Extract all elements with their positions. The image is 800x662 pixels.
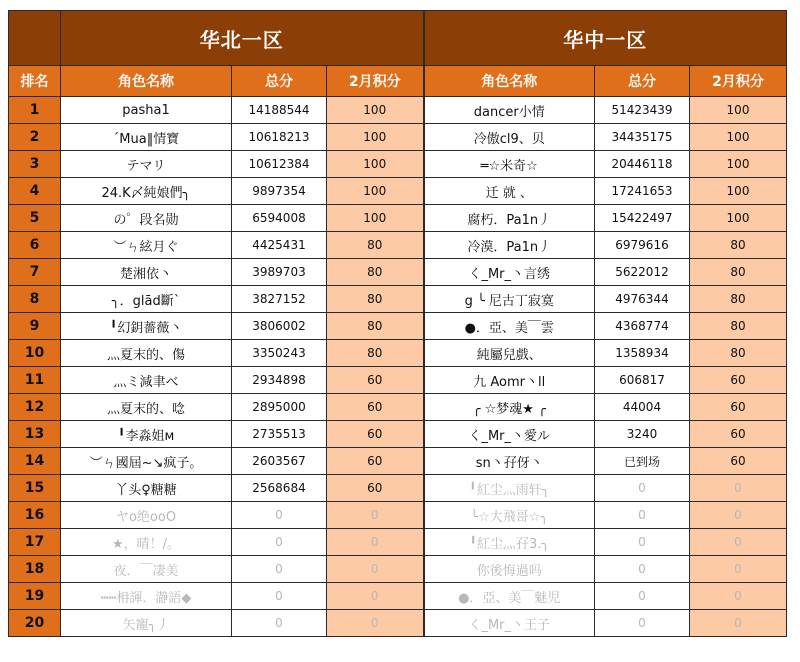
header-total-central: 总分 <box>595 66 690 97</box>
north-name-cell: ╹李淼姐м <box>61 421 232 448</box>
north-name-cell: 楚湘依丶 <box>61 259 232 286</box>
table-row <box>9 259 787 286</box>
central-name-cell: 九 Aomr丶ll <box>424 367 595 394</box>
central-feb-cell: 80 <box>690 286 787 313</box>
central-total-cell: 已到场 <box>595 448 690 475</box>
table-row <box>9 97 787 124</box>
north-feb-cell: 100 <box>327 124 424 151</box>
rank-cell: 1 <box>9 97 61 124</box>
header-total-north: 总分 <box>232 66 327 97</box>
table-row <box>9 502 787 529</box>
north-total-cell: 0 <box>232 583 327 610</box>
rank-cell: 15 <box>9 475 61 502</box>
north-feb-cell: 80 <box>327 232 424 259</box>
rank-cell: 17 <box>9 529 61 556</box>
central-total-cell: 17241653 <box>595 178 690 205</box>
rank-cell: 20 <box>9 610 61 637</box>
north-name-cell: ︶ㄣ國屆~↘疯子。 <box>61 448 232 475</box>
north-feb-cell: 100 <box>327 178 424 205</box>
north-feb-cell: 100 <box>327 205 424 232</box>
header-rank: 排名 <box>9 66 61 97</box>
north-feb-cell: 60 <box>327 367 424 394</box>
central-feb-cell: 100 <box>690 151 787 178</box>
north-name-cell: ★，晴！/。 <box>61 529 232 556</box>
north-name-cell: 夜．￣凄美 <box>61 556 232 583</box>
table-row <box>9 556 787 583</box>
rank-cell: 10 <box>9 340 61 367</box>
table-row <box>9 367 787 394</box>
table-row <box>9 151 787 178</box>
north-feb-cell: 0 <box>327 529 424 556</box>
central-feb-cell: 0 <box>690 475 787 502</box>
central-feb-cell: 0 <box>690 556 787 583</box>
north-name-cell: ┅┅枏諢．瀞語◆ <box>61 583 232 610</box>
central-feb-cell: 60 <box>690 367 787 394</box>
north-name-cell: 丫头♀糖糖 <box>61 475 232 502</box>
table-row <box>9 421 787 448</box>
central-total-cell: 51423439 <box>595 97 690 124</box>
north-feb-cell: 80 <box>327 313 424 340</box>
central-feb-cell: 60 <box>690 421 787 448</box>
rank-cell: 4 <box>9 178 61 205</box>
central-name-cell: 腐朽．Pa1n丿 <box>424 205 595 232</box>
central-total-cell: 1358934 <box>595 340 690 367</box>
north-total-cell: 2735513 <box>232 421 327 448</box>
central-feb-cell: 100 <box>690 124 787 151</box>
central-name-cell: ╹紅尘灬孖3.╮ <box>424 529 595 556</box>
central-name-cell: ╰☆大飛哥☆╮ <box>424 502 595 529</box>
corner-cell <box>9 11 61 66</box>
table-row <box>9 124 787 151</box>
column-header-row <box>9 66 787 97</box>
central-feb-cell: 100 <box>690 97 787 124</box>
north-name-cell: 矢寵╮丿 <box>61 610 232 637</box>
central-feb-cell: 0 <box>690 610 787 637</box>
central-name-cell: く_Mr_丶言绣 <box>424 259 595 286</box>
central-total-cell: 4976344 <box>595 286 690 313</box>
central-name-cell: く_Mr_丶王子 <box>424 610 595 637</box>
header-name-north: 角色名称 <box>61 66 232 97</box>
central-total-cell: 0 <box>595 475 690 502</box>
rank-cell: 2 <box>9 124 61 151</box>
north-total-cell: 4425431 <box>232 232 327 259</box>
north-name-cell: テマリ <box>61 151 232 178</box>
central-total-cell: 0 <box>595 502 690 529</box>
central-total-cell: 3240 <box>595 421 690 448</box>
north-name-cell: 灬夏末的、唸 <box>61 394 232 421</box>
central-feb-cell: 60 <box>690 448 787 475</box>
central-feb-cell: 80 <box>690 313 787 340</box>
north-total-cell: 9897354 <box>232 178 327 205</box>
table-row <box>9 529 787 556</box>
central-total-cell: 44004 <box>595 394 690 421</box>
table-row <box>9 232 787 259</box>
central-total-cell: 4368774 <box>595 313 690 340</box>
north-feb-cell: 80 <box>327 340 424 367</box>
north-total-cell: 2603567 <box>232 448 327 475</box>
north-name-cell: pasha1 <box>61 97 232 124</box>
central-feb-cell: 80 <box>690 259 787 286</box>
table-row <box>9 178 787 205</box>
north-total-cell: 0 <box>232 610 327 637</box>
north-feb-cell: 0 <box>327 502 424 529</box>
central-name-cell: ●．亞、美￣雲 <box>424 313 595 340</box>
central-name-cell: dancer小情 <box>424 97 595 124</box>
table-row <box>9 394 787 421</box>
header-feb-north: 2月积分 <box>327 66 424 97</box>
central-feb-cell: 80 <box>690 340 787 367</box>
header-name-central: 角色名称 <box>424 66 595 97</box>
north-name-cell: ︶ㄣ絃月ぐ <box>61 232 232 259</box>
rank-cell: 12 <box>9 394 61 421</box>
north-total-cell: 0 <box>232 502 327 529</box>
central-feb-cell: 0 <box>690 583 787 610</box>
table-row <box>9 286 787 313</box>
central-total-cell: 5622012 <box>595 259 690 286</box>
table-row <box>9 610 787 637</box>
north-total-cell: 2934898 <box>232 367 327 394</box>
header-feb-central: 2月积分 <box>690 66 787 97</box>
central-name-cell: 迁 就 、 <box>424 178 595 205</box>
north-total-cell: 3827152 <box>232 286 327 313</box>
central-name-cell: ═☆米奇☆ <box>424 151 595 178</box>
north-total-cell: 2895000 <box>232 394 327 421</box>
central-feb-cell: 80 <box>690 232 787 259</box>
north-name-cell: ╹幻鈅薔薇丶 <box>61 313 232 340</box>
central-total-cell: 0 <box>595 529 690 556</box>
central-name-cell: 冷漠．Pa1n丿 <box>424 232 595 259</box>
region-title-north: 华北一区 <box>61 11 424 66</box>
north-feb-cell: 0 <box>327 583 424 610</box>
north-feb-cell: 100 <box>327 151 424 178</box>
north-feb-cell: 80 <box>327 286 424 313</box>
north-total-cell: 2568684 <box>232 475 327 502</box>
table-row <box>9 205 787 232</box>
rank-cell: 7 <box>9 259 61 286</box>
table-row <box>9 313 787 340</box>
central-feb-cell: 60 <box>690 394 787 421</box>
north-total-cell: 10618213 <box>232 124 327 151</box>
central-total-cell: 606817 <box>595 367 690 394</box>
central-name-cell: 冷傲cl9、贝 <box>424 124 595 151</box>
central-feb-cell: 100 <box>690 178 787 205</box>
central-name-cell: g ╰ 尼古丁寂寞 <box>424 286 595 313</box>
north-feb-cell: 60 <box>327 394 424 421</box>
rank-cell: 19 <box>9 583 61 610</box>
north-total-cell: 10612384 <box>232 151 327 178</box>
central-total-cell: 0 <box>595 583 690 610</box>
rank-cell: 3 <box>9 151 61 178</box>
north-name-cell: 灬夏末的、傷 <box>61 340 232 367</box>
table-row <box>9 340 787 367</box>
rank-cell: 5 <box>9 205 61 232</box>
rank-cell: 9 <box>9 313 61 340</box>
rank-cell: 13 <box>9 421 61 448</box>
central-total-cell: 6979616 <box>595 232 690 259</box>
table-body <box>9 97 787 637</box>
region-title-central: 华中一区 <box>424 11 787 66</box>
north-feb-cell: 0 <box>327 610 424 637</box>
region-header-row <box>9 11 787 66</box>
north-name-cell: ヤo绝ooO <box>61 502 232 529</box>
table-row <box>9 583 787 610</box>
north-total-cell: 0 <box>232 529 327 556</box>
central-name-cell: sn丶孖伢丶 <box>424 448 595 475</box>
north-feb-cell: 60 <box>327 421 424 448</box>
north-total-cell: 14188544 <box>232 97 327 124</box>
north-feb-cell: 80 <box>327 259 424 286</box>
north-name-cell: 灬ミ減聿べ <box>61 367 232 394</box>
central-name-cell: ╭ ☆梦魂★ ╭ <box>424 394 595 421</box>
central-name-cell: ╹紅尘灬雨轩╮ <box>424 475 595 502</box>
rank-cell: 18 <box>9 556 61 583</box>
central-feb-cell: 100 <box>690 205 787 232</box>
north-total-cell: 6594008 <box>232 205 327 232</box>
ranking-table <box>8 10 787 637</box>
central-total-cell: 15422497 <box>595 205 690 232</box>
central-total-cell: 20446118 <box>595 151 690 178</box>
north-name-cell: の゜段名勋 <box>61 205 232 232</box>
table-row <box>9 475 787 502</box>
north-name-cell: ˊMua‖情寶 <box>61 124 232 151</box>
north-feb-cell: 100 <box>327 97 424 124</box>
central-total-cell: 0 <box>595 610 690 637</box>
central-name-cell: 你後悔過吗 <box>424 556 595 583</box>
north-total-cell: 0 <box>232 556 327 583</box>
rank-cell: 6 <box>9 232 61 259</box>
central-name-cell: く_Mr_丶愛ル <box>424 421 595 448</box>
rank-cell: 16 <box>9 502 61 529</box>
north-feb-cell: 0 <box>327 556 424 583</box>
north-feb-cell: 60 <box>327 448 424 475</box>
central-name-cell: 純屬兒戲、 <box>424 340 595 367</box>
central-total-cell: 0 <box>595 556 690 583</box>
rank-cell: 11 <box>9 367 61 394</box>
rank-cell: 14 <box>9 448 61 475</box>
rank-cell: 8 <box>9 286 61 313</box>
north-total-cell: 3806002 <box>232 313 327 340</box>
north-total-cell: 3350243 <box>232 340 327 367</box>
north-name-cell: ╮．glād斷ˋ <box>61 286 232 313</box>
table-row <box>9 448 787 475</box>
central-name-cell: ●．亞、美￣魅児 <box>424 583 595 610</box>
north-name-cell: 24.K〆純娘們╮ <box>61 178 232 205</box>
central-feb-cell: 0 <box>690 502 787 529</box>
north-total-cell: 3989703 <box>232 259 327 286</box>
central-total-cell: 34435175 <box>595 124 690 151</box>
north-feb-cell: 60 <box>327 475 424 502</box>
central-feb-cell: 0 <box>690 529 787 556</box>
